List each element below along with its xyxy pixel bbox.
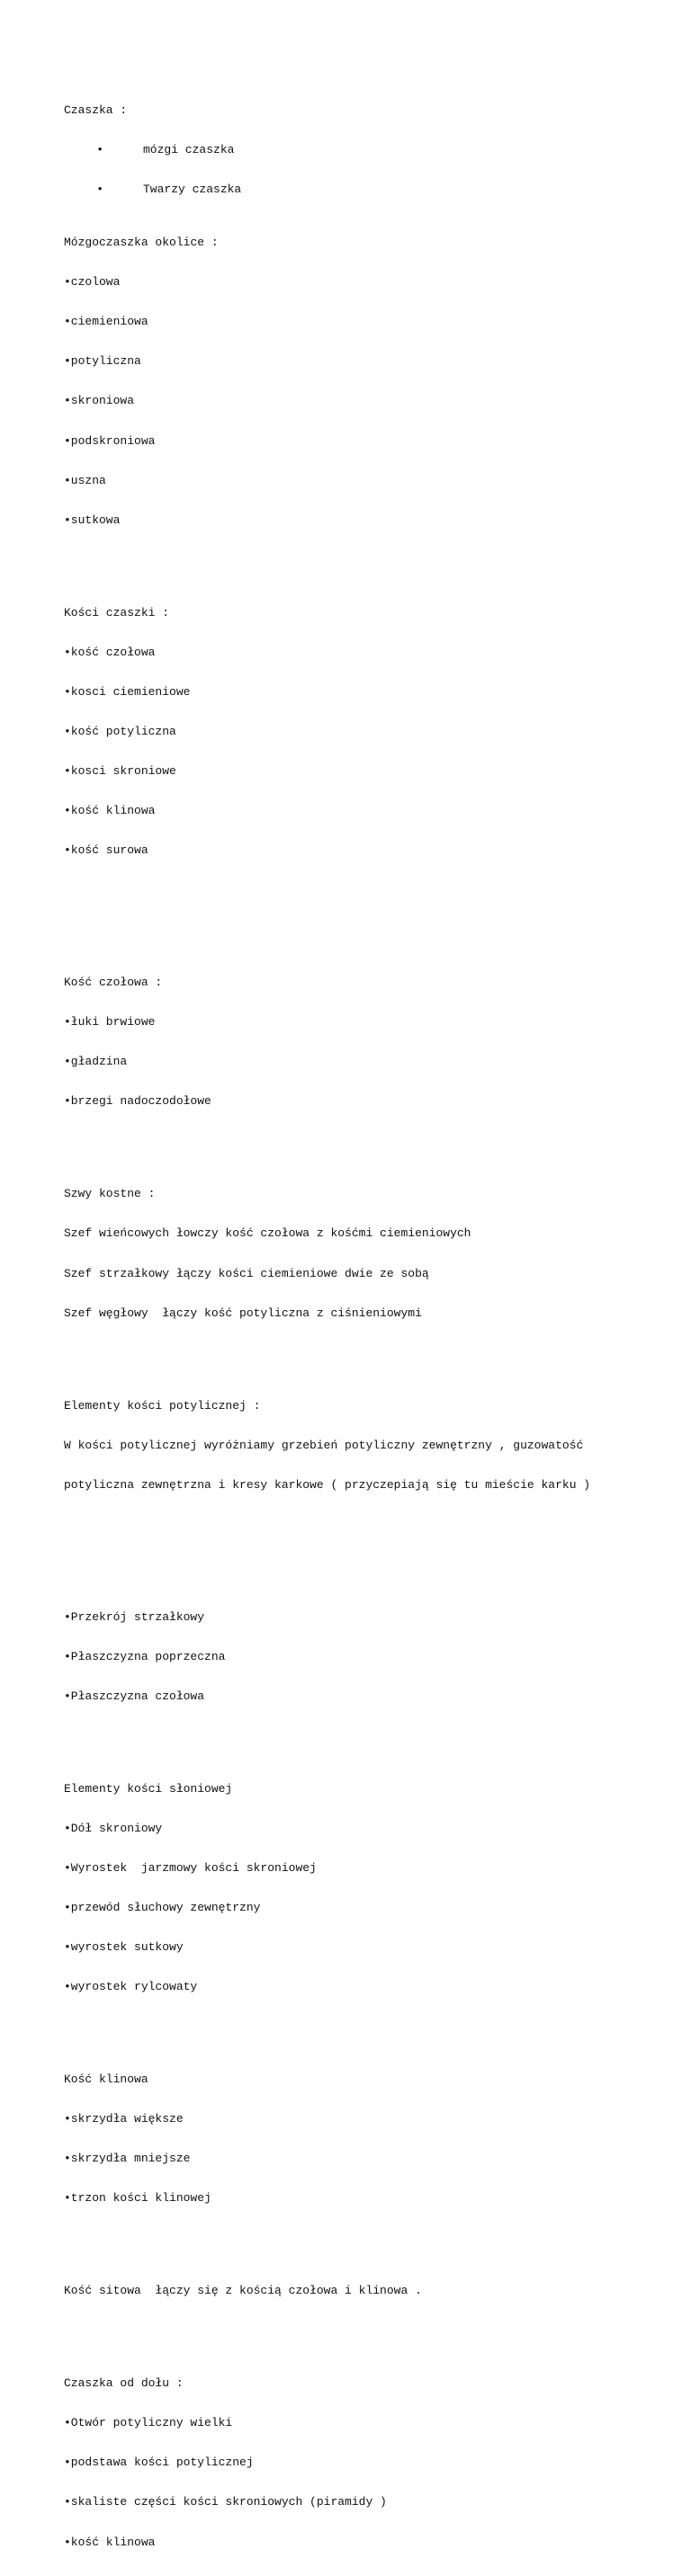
paragraph-line: Szef strzałkowy łączy kości ciemieniowe dwie ze sobą xyxy=(64,1266,429,1280)
blank-line xyxy=(64,1347,676,1360)
blank-line xyxy=(64,2233,676,2246)
indented-list-item xyxy=(64,183,676,197)
list-item: •kość czołowa xyxy=(64,645,156,659)
list-item: •kosci ciemieniowe xyxy=(64,684,191,699)
section-heading: Kość czołowa : xyxy=(64,976,163,990)
section-heading: Szwy kostne : xyxy=(64,1187,156,1201)
list-item: •wyrostek sutkowy xyxy=(64,1940,184,1955)
paragraph-line: Szef węgłowy łączy kość potyliczna z ciśnieniowymi xyxy=(64,1306,422,1320)
blank-line xyxy=(64,923,676,937)
section-heading: Czaszka od dołu : xyxy=(64,2376,184,2391)
list-item: •brzegi nadoczodołowe xyxy=(64,1094,211,1109)
list-item: •trzon kości klinowej xyxy=(64,2191,211,2206)
list-item: •skrzydła mniejsze xyxy=(64,2152,191,2166)
blank-line xyxy=(64,1558,676,1572)
list-item: •skrzydła większe xyxy=(64,2112,184,2126)
list-item: •uszna xyxy=(64,473,106,487)
section-heading: Elementy kości potylicznej : xyxy=(64,1398,261,1413)
blank-line xyxy=(64,2020,676,2034)
list-item: •przewód słuchowy zewnętrzny xyxy=(64,1901,261,1915)
document-page xyxy=(64,65,676,2576)
list-item: •kosci skroniowe xyxy=(64,764,176,779)
list-item: •wyrostek rylcowaty xyxy=(64,1980,198,1994)
section-heading: Mózgoczaszka okolice : xyxy=(64,236,219,250)
indented-list-item xyxy=(64,144,676,157)
list-item: •potyliczna xyxy=(64,354,141,369)
list-item: •kość potyliczna xyxy=(64,724,176,738)
list-item: •Otwór potyliczny wielki xyxy=(64,2416,233,2430)
list-item: •Wyrostek jarzmowy kości skroniowej xyxy=(64,1860,317,1875)
blank-line xyxy=(64,554,676,567)
list-item: •skaliste części kości skroniowych (piramidy ) xyxy=(64,2495,387,2509)
paragraph-line: potyliczna zewnętrzna i kresy karkowe ( przyczepiają się tu mieście karku ) xyxy=(64,1477,591,1492)
list-item: •Płaszczyzna czołowa xyxy=(64,1689,205,1703)
blank-line xyxy=(64,884,676,897)
paragraph-line: Kość sitowa łączy się z kością czołowa i klinowa . xyxy=(64,2284,422,2298)
list-item: •podstawa kości potylicznej xyxy=(64,2456,254,2470)
list-item: •czolowa xyxy=(64,275,121,290)
section-heading: Kości czaszki : xyxy=(64,605,170,619)
bullet-icon: • xyxy=(96,183,103,197)
section-heading: Elementy kości słoniowej xyxy=(64,1781,233,1796)
bullet-icon: • xyxy=(96,143,103,157)
list-item-text: mózgi czaszka xyxy=(143,143,235,157)
list-item-text: Twarzy czaszka xyxy=(143,183,242,197)
blank-line xyxy=(64,2324,676,2338)
list-item: •Przekrój strzałkowy xyxy=(64,1609,205,1624)
blank-line xyxy=(64,1136,676,1149)
section-heading: Kość klinowa xyxy=(64,2072,148,2087)
list-item: •kość surowa xyxy=(64,843,148,858)
list-item: •Dół skroniowy xyxy=(64,1821,163,1835)
list-item: •skroniowa xyxy=(64,394,135,408)
list-item: •kość klinowa xyxy=(64,804,156,818)
paragraph-line: Szef wieńcowych łowczy kość czołowa z kośćmi ciemieniowych xyxy=(64,1226,471,1241)
blank-line xyxy=(64,1730,676,1743)
section-heading: Czaszka : xyxy=(64,103,128,118)
list-item: •sutkowa xyxy=(64,513,121,527)
list-item: •łuki brwiowe xyxy=(64,1015,156,1030)
list-item: •gładzina xyxy=(64,1055,128,1069)
list-item: •podskroniowa xyxy=(64,433,156,448)
list-item: •kość klinowa xyxy=(64,2535,156,2549)
list-item: •ciemieniowa xyxy=(64,315,148,329)
blank-line xyxy=(64,1519,676,1532)
paragraph-line: W kości potylicznej wyróżniamy grzebień potyliczny zewnętrzny , guzowatość xyxy=(64,1438,584,1452)
list-item: •Płaszczyzna poprzeczna xyxy=(64,1649,226,1663)
